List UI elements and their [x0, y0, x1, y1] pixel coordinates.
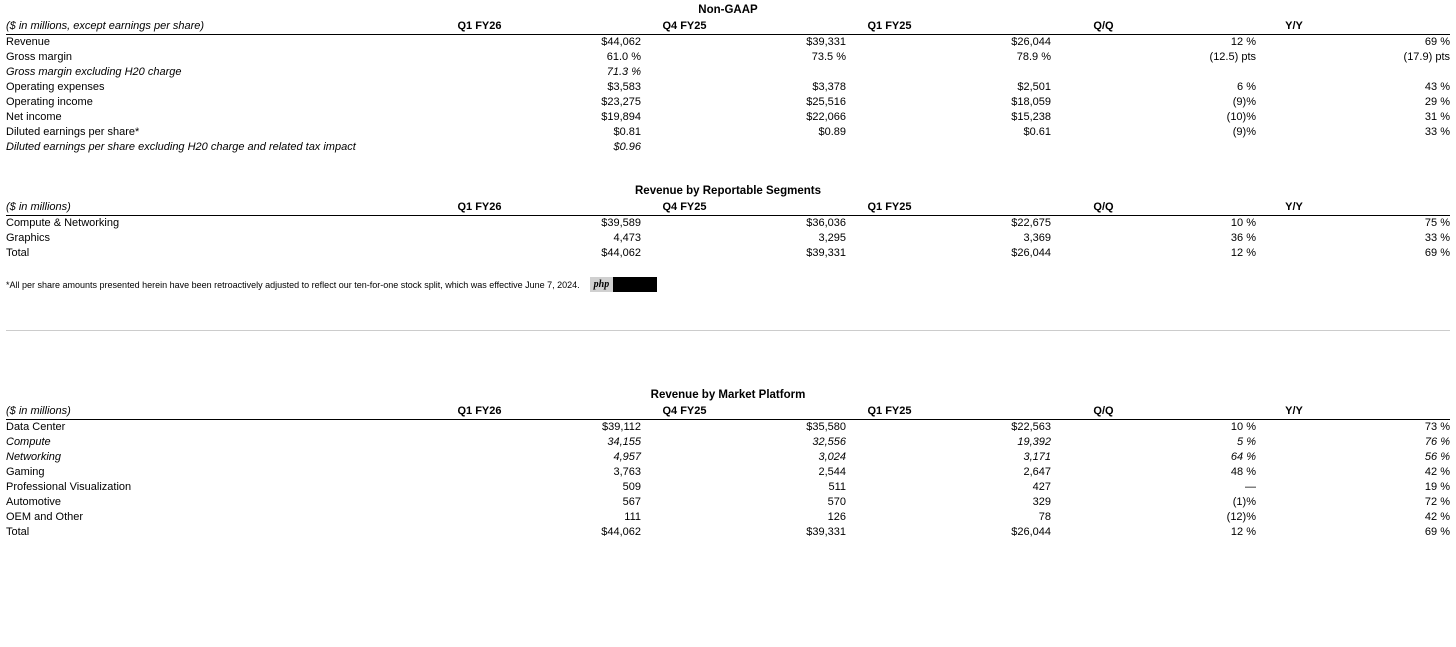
row-value: 69 %	[1424, 526, 1450, 538]
row-value: 76 %	[1424, 436, 1450, 448]
row-value: $0.81	[613, 126, 641, 138]
row-value: 73 %	[1424, 421, 1450, 433]
row-value	[1256, 140, 1450, 155]
row-value: $0.89	[818, 126, 846, 138]
row-label: Compute	[6, 436, 51, 448]
row-value: 33 %	[1424, 232, 1450, 244]
row-label: Net income	[6, 111, 62, 123]
row-value	[1051, 140, 1256, 155]
row-value: 12 %	[1230, 526, 1256, 538]
table-row	[6, 65, 1450, 80]
row-value: $3,378	[812, 81, 846, 93]
row-value: 29 %	[1424, 96, 1450, 108]
row-value: 69 %	[1424, 36, 1450, 48]
table-row	[6, 246, 1450, 261]
table-header-row	[6, 200, 1450, 216]
table-revenue-by-segments	[6, 200, 1450, 261]
section-title-revenue-by-market-platform: Revenue by Market Platform	[650, 389, 806, 401]
section-title-revenue-by-segments: Revenue by Reportable Segments	[635, 185, 821, 197]
column-header-q1fy26: Q1 FY26	[457, 201, 502, 213]
column-header-qq: Q/Q	[1093, 201, 1114, 213]
row-value: 10 %	[1230, 421, 1256, 433]
row-label: Professional Visualization	[6, 481, 132, 493]
row-value: $39,589	[601, 217, 641, 229]
row-value: 329	[1032, 496, 1051, 508]
row-value: $0.61	[1023, 126, 1051, 138]
row-value: 2,647	[1023, 466, 1051, 478]
row-label: Automotive	[6, 496, 62, 508]
column-header-yy: Y/Y	[1285, 20, 1303, 32]
row-value: 509	[622, 481, 641, 493]
section-non-gaap	[6, 4, 1450, 155]
row-value: 42 %	[1424, 466, 1450, 478]
row-value	[1051, 65, 1256, 80]
row-label: Operating income	[6, 96, 93, 108]
footnote-text: *All per share amounts presented herein have been retroactively adjusted to reflect our ten-for-one stock split, which was effective June 7, 2024.	[6, 279, 580, 290]
table-header-row	[6, 19, 1450, 35]
row-value: 78	[1038, 511, 1051, 523]
row-value: 5 %	[1237, 436, 1256, 448]
row-value: $26,044	[1011, 526, 1051, 538]
row-value: $22,675	[1011, 217, 1051, 229]
row-value: 42 %	[1424, 511, 1450, 523]
column-header-q4fy25: Q4 FY25	[662, 405, 707, 417]
row-value: 43 %	[1424, 81, 1450, 93]
row-label: Operating expenses	[6, 81, 105, 93]
column-header-qq: Q/Q	[1093, 405, 1114, 417]
row-value: 511	[828, 481, 846, 493]
row-value: 19,392	[1017, 436, 1051, 448]
table-row	[6, 525, 1450, 540]
php-badge-label: php	[590, 277, 614, 292]
row-value: $19,894	[601, 111, 641, 123]
table-row	[6, 125, 1450, 140]
row-value: 61.0 %	[606, 51, 641, 63]
row-label: Networking	[6, 451, 62, 463]
row-value: $26,044	[1011, 36, 1051, 48]
row-value: (12)%	[1226, 511, 1256, 523]
row-label: Data Center	[6, 421, 66, 433]
row-value	[846, 65, 1051, 80]
row-label: Gaming	[6, 466, 45, 478]
table-row	[6, 216, 1450, 232]
row-value: 111	[624, 511, 641, 523]
row-value: 36 %	[1230, 232, 1256, 244]
table-revenue-by-market-platform	[6, 404, 1450, 540]
column-header-yy: Y/Y	[1285, 201, 1303, 213]
row-value: 69 %	[1424, 247, 1450, 259]
row-label: Revenue	[6, 36, 51, 48]
row-value: 71.3 %	[606, 66, 641, 78]
row-value: $39,331	[806, 526, 846, 538]
row-value: 19 %	[1424, 481, 1450, 493]
row-value: 126	[827, 511, 846, 523]
row-value: $44,062	[601, 526, 641, 538]
table-row	[6, 95, 1450, 110]
row-value	[846, 140, 1051, 155]
row-value: $36,036	[806, 217, 846, 229]
table-row	[6, 495, 1450, 510]
row-value: $39,112	[602, 421, 641, 433]
row-value: 427	[1032, 481, 1051, 493]
table-caption: ($ in millions)	[6, 200, 436, 216]
row-label: OEM and Other	[6, 511, 84, 523]
row-value: (9)%	[1232, 96, 1256, 108]
column-header-yy: Y/Y	[1285, 405, 1303, 417]
column-header-q4fy25: Q4 FY25	[662, 20, 707, 32]
footnote	[6, 277, 1450, 292]
table-row	[6, 510, 1450, 525]
section-spacer	[6, 155, 1450, 181]
row-value	[1256, 65, 1450, 80]
table-header-row	[6, 404, 1450, 420]
row-value: 34,155	[607, 436, 641, 448]
row-value	[641, 140, 846, 155]
row-value: (12.5) pts	[1209, 51, 1256, 63]
table-caption: ($ in millions)	[6, 404, 436, 420]
table-row	[6, 231, 1450, 246]
table-row	[6, 435, 1450, 450]
column-header-q4fy25: Q4 FY25	[662, 201, 707, 213]
row-value: $39,331	[806, 247, 846, 259]
row-value: $22,066	[806, 111, 846, 123]
row-value: 12 %	[1230, 36, 1256, 48]
row-label: Total	[6, 247, 30, 259]
row-value: 6 %	[1237, 81, 1256, 93]
table-row	[6, 480, 1450, 495]
row-value: 570	[827, 496, 846, 508]
column-header-q1fy26: Q1 FY26	[457, 20, 502, 32]
row-value: $22,563	[1011, 421, 1051, 433]
row-value: 3,369	[1023, 232, 1051, 244]
row-value: 32,556	[812, 436, 846, 448]
row-value: 10 %	[1230, 217, 1256, 229]
php-badge-block	[613, 277, 657, 292]
row-value: (10)%	[1226, 111, 1256, 123]
row-value: $25,516	[806, 96, 846, 108]
row-value: 2,544	[818, 466, 846, 478]
table-row	[6, 50, 1450, 65]
row-value: $15,238	[1011, 111, 1051, 123]
row-value: 3,295	[818, 232, 846, 244]
row-value: $35,580	[806, 421, 846, 433]
row-value: 4,473	[613, 232, 641, 244]
row-value: 4,957	[613, 451, 641, 463]
column-header-q1fy25: Q1 FY25	[867, 20, 912, 32]
table-row	[6, 80, 1450, 95]
row-label: Gross margin excluding H20 charge	[6, 66, 182, 78]
row-label: Diluted earnings per share*	[6, 126, 140, 138]
row-value: (17.9) pts	[1403, 51, 1450, 63]
table-row	[6, 465, 1450, 480]
row-value: $18,059	[1011, 96, 1051, 108]
table-caption: ($ in millions, except earnings per share)	[6, 19, 436, 35]
row-value: $23,275	[601, 96, 641, 108]
row-value: 567	[622, 496, 641, 508]
column-header-q1fy25: Q1 FY25	[867, 405, 912, 417]
row-value: $3,583	[607, 81, 641, 93]
row-value: $26,044	[1011, 247, 1051, 259]
column-header-q1fy25: Q1 FY25	[867, 201, 912, 213]
row-label: Compute & Networking	[6, 217, 120, 229]
row-label: Diluted earnings per share excluding H20 charge and related tax impact	[6, 141, 356, 153]
row-value: 3,763	[613, 466, 641, 478]
table-row	[6, 35, 1450, 51]
table-row	[6, 110, 1450, 125]
row-value: 12 %	[1230, 247, 1256, 259]
column-header-q1fy26: Q1 FY26	[457, 405, 502, 417]
section-revenue-by-market-platform	[6, 389, 1450, 540]
row-value: 3,024	[818, 451, 846, 463]
row-value: 31 %	[1424, 111, 1450, 123]
table-row	[6, 140, 1450, 155]
row-value: (1)%	[1232, 496, 1256, 508]
table-row	[6, 420, 1450, 436]
php-badge-icon	[590, 277, 658, 292]
row-value: 75 %	[1424, 217, 1450, 229]
financial-report-page	[0, 4, 1456, 540]
column-header-qq: Q/Q	[1093, 20, 1114, 32]
row-value: $44,062	[601, 36, 641, 48]
row-value	[641, 65, 846, 80]
row-value: 3,171	[1023, 451, 1051, 463]
row-value: $44,062	[601, 247, 641, 259]
table-non-gaap	[6, 19, 1450, 155]
row-value: 33 %	[1424, 126, 1450, 138]
section-revenue-by-segments	[6, 185, 1450, 261]
row-value: $39,331	[806, 36, 846, 48]
row-label: Graphics	[6, 232, 51, 244]
row-value: 78.9 %	[1016, 51, 1051, 63]
row-value: $2,501	[1017, 81, 1051, 93]
row-label: Total	[6, 526, 30, 538]
row-value: 73.5 %	[811, 51, 846, 63]
row-value: $0.96	[613, 141, 641, 153]
row-value: 48 %	[1230, 466, 1256, 478]
row-label: Gross margin	[6, 51, 73, 63]
table-row	[6, 450, 1450, 465]
section-title-non-gaap: Non-GAAP	[698, 4, 758, 16]
row-value: 56 %	[1424, 451, 1450, 463]
section-spacer	[6, 331, 1450, 385]
row-value: —	[1245, 481, 1256, 493]
row-value: 64 %	[1230, 451, 1256, 463]
row-value: (9)%	[1232, 126, 1256, 138]
row-value: 72 %	[1424, 496, 1450, 508]
